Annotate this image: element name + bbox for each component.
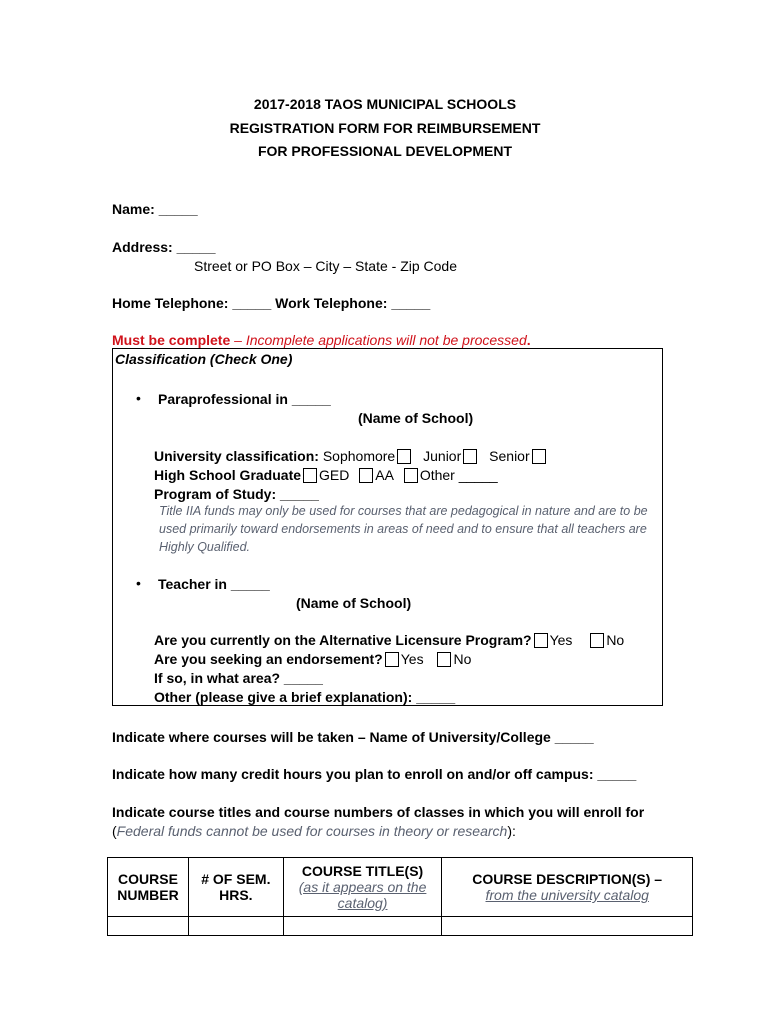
course-description-header-line1: COURSE DESCRIPTION(S) – xyxy=(472,871,663,887)
teacher-label: Teacher in xyxy=(158,576,227,592)
paraprofessional-school-field[interactable]: _____ xyxy=(291,391,331,407)
federal-funds-note-row xyxy=(112,823,516,839)
table-row xyxy=(108,917,693,936)
option-junior-label: Junior xyxy=(423,448,462,464)
ged-checkbox[interactable] xyxy=(303,468,317,483)
endorsement-row xyxy=(154,651,471,667)
course-description-cell[interactable] xyxy=(442,917,693,936)
telephone-row xyxy=(112,295,430,311)
option-ged-label: GED xyxy=(319,467,350,483)
paraprofessional-label: Paraprofessional in xyxy=(158,391,288,407)
program-of-study-field[interactable]: _____ xyxy=(280,486,319,502)
university-classification-row xyxy=(154,448,548,464)
warning-period: . xyxy=(526,332,531,348)
sem-hours-cell[interactable] xyxy=(188,917,283,936)
sophomore-checkbox[interactable] xyxy=(397,449,411,464)
endorsement-area-row xyxy=(154,670,323,686)
endorse-no-checkbox[interactable] xyxy=(437,652,451,667)
course-title-header-line2: (as it appears on the xyxy=(298,879,427,895)
other-field[interactable]: _____ xyxy=(458,467,498,483)
alternative-licensure-row xyxy=(154,632,624,648)
program-of-study-label: Program of Study: xyxy=(154,486,277,502)
home-telephone-label: Home Telephone: xyxy=(112,295,229,311)
teacher-school-field[interactable]: _____ xyxy=(230,576,270,592)
bullet-icon: • xyxy=(136,575,141,591)
program-of-study-row xyxy=(154,486,319,502)
form-title-line-3: FOR PROFESSIONAL DEVELOPMENT xyxy=(257,143,513,159)
address-label: Address: xyxy=(112,239,173,255)
aa-checkbox[interactable] xyxy=(359,468,373,483)
bullet-icon: • xyxy=(136,390,141,406)
para-school-caption: (Name of School) xyxy=(358,410,474,426)
other-explanation-label: Other (please give a brief explanation): xyxy=(154,689,413,705)
sem-hours-header xyxy=(188,858,283,917)
address-field[interactable]: _____ xyxy=(176,239,216,255)
course-table xyxy=(107,857,693,936)
form-title-line-2: REGISTRATION FORM FOR REIMBURSEMENT xyxy=(229,120,541,136)
senior-checkbox[interactable] xyxy=(532,449,546,464)
federal-note-close: ): xyxy=(507,823,516,839)
course-number-header-line2: NUMBER xyxy=(117,887,179,903)
junior-checkbox[interactable] xyxy=(463,449,477,464)
course-number-cell[interactable] xyxy=(108,917,189,936)
university-college-row xyxy=(112,729,594,745)
course-title-header-line3: catalog) xyxy=(337,895,388,911)
home-telephone-field[interactable]: _____ xyxy=(232,295,272,311)
endorsement-area-question: If so, in what area? xyxy=(154,670,281,686)
course-description-header xyxy=(442,858,693,917)
university-college-field[interactable]: _____ xyxy=(554,729,594,745)
option-senior-label: Senior xyxy=(489,448,530,464)
address-hint: Street or PO Box – City – State - Zip Code xyxy=(194,258,457,274)
endorsement-question: Are you seeking an endorsement? xyxy=(154,651,383,667)
title-iia-note: Title IIA funds may only be used for courses that are pedagogical in nature and are to be used primarily toward endorsements in areas of need and to ensure that all teachers are Highly Qualified. xyxy=(159,504,648,554)
federal-funds-note: Federal funds cannot be used for courses in theory or research xyxy=(116,823,508,839)
course-number-header xyxy=(108,858,189,917)
endorse-yes-label: Yes xyxy=(400,651,424,667)
university-college-label: Indicate where courses will be taken – Name of University/College xyxy=(112,729,551,745)
endorsement-area-field[interactable]: _____ xyxy=(283,670,323,686)
endorse-no-label: No xyxy=(453,651,472,667)
high-school-row xyxy=(154,467,498,483)
option-other-label: Other xyxy=(419,467,455,483)
course-titles-instruction: Indicate course titles and course numbers of classes in which you will enroll for xyxy=(112,804,645,820)
teacher-row xyxy=(158,576,270,592)
course-table-header xyxy=(108,858,693,917)
federal-note-open: ( xyxy=(112,823,117,839)
alternative-licensure-question: Are you currently on the Alternative Licensure Program? xyxy=(154,632,532,648)
paraprofessional-row xyxy=(158,391,331,407)
alt-no-checkbox[interactable] xyxy=(590,633,604,648)
warning-strong: Must be complete xyxy=(112,332,231,348)
university-classification-label: University classification: xyxy=(154,448,319,464)
address-row xyxy=(112,239,216,255)
credit-hours-field[interactable]: _____ xyxy=(597,766,637,782)
warning-text: – Incomplete applications will not be processed xyxy=(230,332,527,348)
alt-yes-checkbox[interactable] xyxy=(534,633,548,648)
other-explanation-row xyxy=(154,689,455,705)
course-description-header-line2: from the university catalog xyxy=(485,887,649,903)
completion-warning xyxy=(112,332,531,348)
course-number-header-line1: COURSE xyxy=(118,871,178,887)
name-label: Name: xyxy=(112,201,155,217)
classification-heading: Classification (Check One) xyxy=(115,351,293,367)
work-telephone-label: Work Telephone: xyxy=(275,295,388,311)
teacher-school-caption: (Name of School) xyxy=(296,595,412,611)
work-telephone-field[interactable]: _____ xyxy=(391,295,431,311)
option-aa-label: AA xyxy=(375,467,394,483)
other-checkbox[interactable] xyxy=(404,468,418,483)
high-school-graduate-label: High School Graduate xyxy=(154,467,302,483)
course-title-cell[interactable] xyxy=(283,917,442,936)
other-explanation-field[interactable]: _____ xyxy=(416,689,456,705)
course-title-header xyxy=(283,858,442,917)
sem-hours-header-line2: HRS. xyxy=(219,887,253,903)
form-title-line-1: 2017-2018 TAOS MUNICIPAL SCHOOLS xyxy=(253,96,517,112)
alt-no-label: No xyxy=(606,632,625,648)
name-field[interactable]: _____ xyxy=(158,201,198,217)
name-row xyxy=(112,201,198,217)
endorse-yes-checkbox[interactable] xyxy=(385,652,399,667)
course-title-header-line1: COURSE TITLE(S) xyxy=(301,863,424,879)
credit-hours-label: Indicate how many credit hours you plan to enroll on and/or off campus: xyxy=(112,766,594,782)
alt-yes-label: Yes xyxy=(549,632,573,648)
credit-hours-row xyxy=(112,766,636,782)
sem-hours-header-line1: # OF SEM. xyxy=(201,871,271,887)
option-sophomore-label: Sophomore xyxy=(322,448,396,464)
